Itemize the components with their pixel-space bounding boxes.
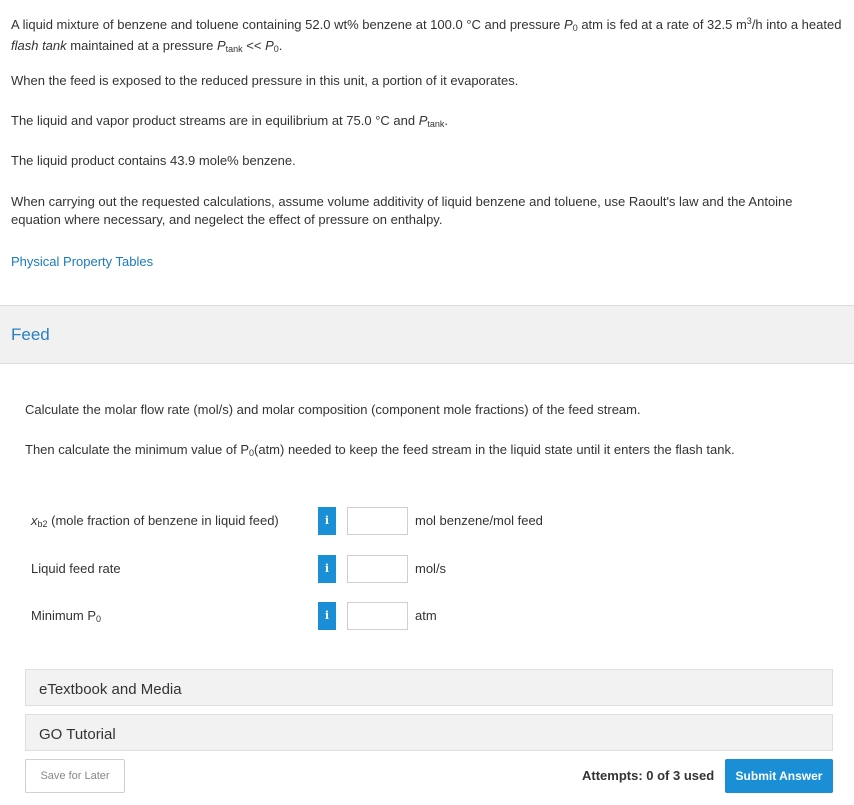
- problem-paragraph-1: A liquid mixture of benzene and toluene containing 52.0 wt% benzene at 100.0 °C and pressure $P_0$ atm is fed at a rate of 32.5 $m^3/h$ into a heated flash tank maintained at a pressure $P_{tank} << P_0$.: [11, 16, 842, 54]
- etextbook-media-accordion[interactable]: eTextbook and Media: [25, 669, 833, 706]
- attempts-counter: Attempts: 0 of 3 used: [582, 768, 715, 783]
- problem-paragraph-2: When the feed is exposed to the reduced pressure in this unit, a portion of it evaporates.: [11, 73, 519, 88]
- mole-fraction-input[interactable]: [347, 507, 408, 535]
- physical-property-tables-link[interactable]: Physical Property Tables: [11, 254, 154, 269]
- question-text-1: Calculate the molar flow rate (mol/s) and molar composition (component mole fractions) of the feed stream.: [25, 402, 641, 417]
- feed-rate-input[interactable]: [347, 555, 408, 583]
- answer-row-minimum-p0: [31, 602, 591, 630]
- unit-label: atm: [415, 608, 437, 623]
- info-icon[interactable]: i: [318, 555, 336, 583]
- answer-label: Minimum $P_0$: [31, 608, 102, 624]
- unit-label: mol benzene/mol feed: [415, 513, 543, 528]
- go-tutorial-accordion[interactable]: GO Tutorial: [25, 714, 833, 751]
- section-title: Feed: [11, 325, 50, 344]
- unit-label: mol/s: [415, 561, 447, 576]
- answer-row-mole-fraction: [31, 507, 591, 535]
- answer-row-feed-rate: [31, 555, 591, 583]
- question-text-2: Then calculate the minimum value of $P_0(atm)$ needed to keep the feed stream in the liquid state until it enters the flash tank.: [25, 442, 735, 458]
- minimum-p0-input[interactable]: [347, 602, 408, 630]
- answer-label: $x_{b2}$ (mole fraction of benzene in liquid feed): [31, 513, 279, 529]
- problem-paragraph-3: The liquid and vapor product streams are in equilibrium at 75.0 °C and $P_{tank}$.: [11, 113, 449, 129]
- info-icon[interactable]: i: [318, 507, 336, 535]
- answer-label: Liquid feed rate: [31, 561, 121, 576]
- feed-section-header: [0, 305, 854, 364]
- problem-paragraph-4: The liquid product contains 43.9 mole% benzene.: [11, 153, 296, 168]
- info-icon[interactable]: i: [318, 602, 336, 630]
- problem-paragraph-5: When carrying out the requested calculations, assume volume additivity of liquid benzene and toluene, use Raoult's law and the Antoine equation where necessary, and negelect the effect of pressure on enthalpy.: [11, 194, 793, 227]
- save-for-later-button[interactable]: Save for Later: [25, 759, 125, 793]
- submit-answer-button[interactable]: Submit Answer: [725, 759, 833, 793]
